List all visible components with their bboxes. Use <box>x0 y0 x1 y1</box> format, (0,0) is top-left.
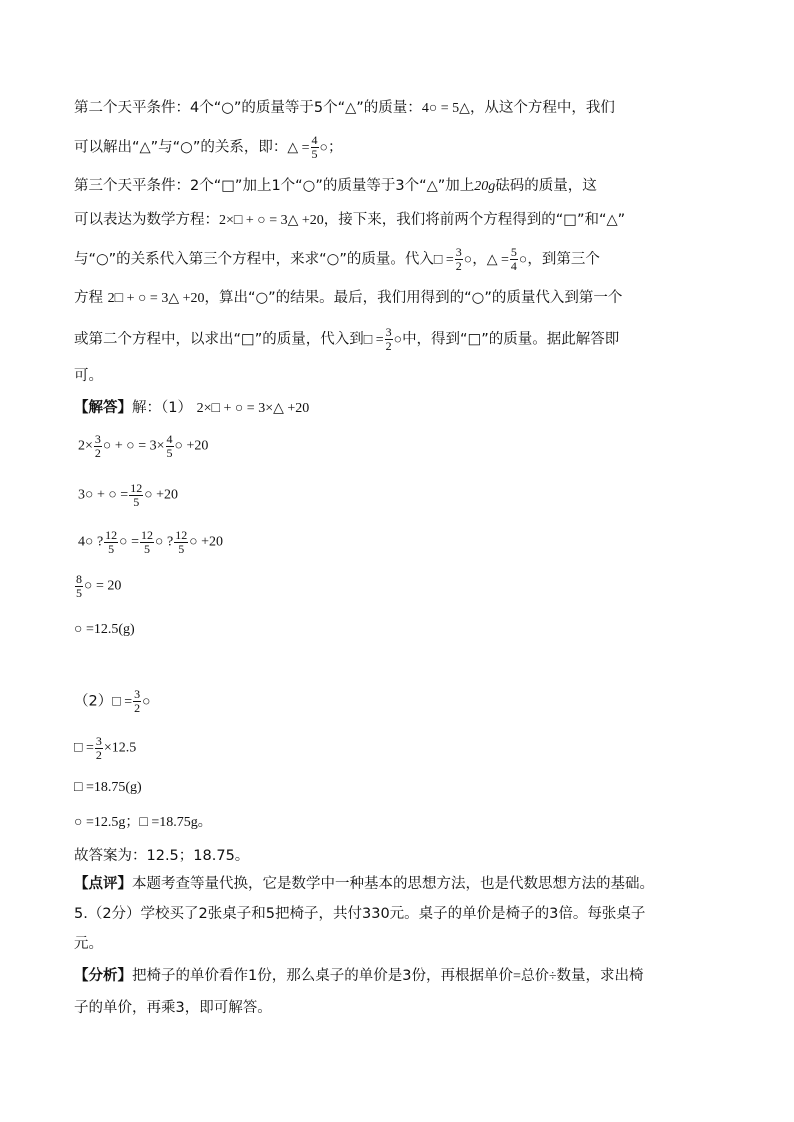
analysis-line2: 子的单价，再乘3，即可解答。 <box>74 1000 272 1016</box>
fraction: $\frac{3}{2}$ <box>95 734 102 762</box>
fraction: $\frac{4}{5}$ <box>166 432 173 460</box>
question5-line1: 5.（2分）学校买了2张桌子和5把椅子，共付330元。桌子的单价是椅子的3倍。每张桌子 <box>74 906 646 922</box>
fraction: $\frac{5}{4}$ <box>510 245 517 273</box>
fraction: $\frac{8}{5}$ <box>76 572 82 600</box>
para2-line2: 可以表达为数学方程：2×□ + ○ = 3△ +20，接下来，我们将前两个方程得到的“□”和“△” <box>74 212 626 228</box>
comment-line: 【点评】本题考查等量代换，它是数学中一种基本的思想方法，也是代数思想方法的基础。 <box>74 876 654 892</box>
fraction: $\frac{12}{5}$ <box>141 528 154 556</box>
para2-line1: 第三个天平条件：2个“□”加上1个“○”的质量等于3个“△”加上20g砝码的质量，这 <box>74 178 597 194</box>
solution-eq2: 2× $\frac{3}{2}$ ○ + ○ = 3× $\frac{4}{5}$ ○ +20 <box>78 432 209 460</box>
fraction: $\frac{4}{5}$ <box>311 133 318 161</box>
para2-line4: 方程 2□ + ○ = 3△ +20，算出“○”的结果。最后，我们用得到的“○”的质量代入到第一个 <box>74 290 623 306</box>
fraction: $\frac{3}{2}$ <box>134 687 141 715</box>
para2-line6: 可。 <box>74 368 103 384</box>
solution-eq8: □ = $\frac{3}{2}$ ×12.5 <box>74 734 137 762</box>
eq-4circle-5triangle: 4○ = 5△ <box>421 101 470 116</box>
solution-eq6: ○ =12.5(g) <box>74 622 135 637</box>
solution-part2: （2）□ = $\frac{3}{2}$ ○ <box>74 687 151 715</box>
answer-line: 故答案为：12.5；18.75。 <box>74 848 250 864</box>
para2-line3: 与“○”的关系代入第三个方程中，来求“○”的质量。代入□ = $\frac{3}{2}$ ○，△ = $\frac{5}{4}$ ○，到第三个 <box>74 245 600 273</box>
solution-eq10: ○ =12.5g；□ =18.75g。 <box>74 814 212 830</box>
solution-eq3: 3○ + ○ = $\frac{12}{5}$ ○ +20 <box>78 481 179 509</box>
fraction: $\frac{3}{2}$ <box>455 245 462 273</box>
para1-line1: 第二个天平条件：4个“○”的质量等于5个“△”的质量：4○ = 5△，从这个方程中，我们 <box>74 100 615 116</box>
question5-line2: 元。 <box>74 936 103 952</box>
analysis-line1: 【分析】把椅子的单价看作1份，那么桌子的单价是3份，再根据单价=总价÷数量，求出椅 <box>74 968 644 984</box>
fraction: $\frac{3}{2}$ <box>385 325 392 353</box>
fraction: $\frac{12}{5}$ <box>105 528 118 556</box>
para2-line5: 或第二个方程中，以求出“□”的质量，代入到□ = $\frac{3}{2}$ ○中，得到“□”的质量。据此解答即 <box>74 325 620 353</box>
fraction: $\frac{3}{2}$ <box>94 432 101 460</box>
solution-eq4: 4○ ? $\frac{12}{5}$ ○ = $\frac{12}{5}$ ○ ? $\frac{12}{5}$ ○ +20 <box>78 528 224 556</box>
fraction: $\frac{12}{5}$ <box>175 528 188 556</box>
solution-eq9: □ =18.75(g) <box>74 780 142 795</box>
solution-header: 【解答】解：（1） 2×□ + ○ = 3×△ +20 <box>74 400 310 416</box>
fraction: $\frac{12}{5}$ <box>130 481 143 509</box>
para1-line2: 可以解出“△”与“○”的关系，即：△ = $\frac{4}{5}$ ○； <box>74 133 343 161</box>
solution-eq5: $\frac{8}{5}$ ○ = 20 <box>76 572 122 600</box>
